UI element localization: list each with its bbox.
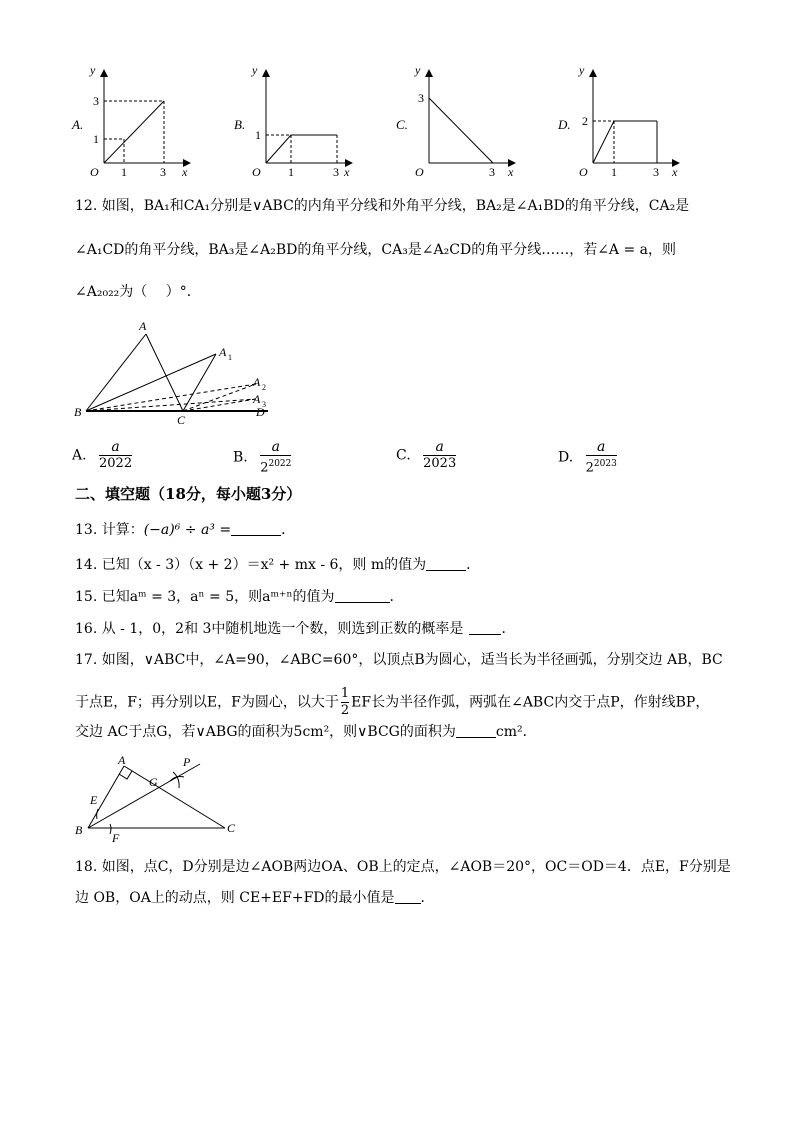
svg-text:3: 3: [653, 165, 659, 179]
svg-text:1: 1: [255, 128, 261, 142]
q18-line2: 边 OB，OA上的动点，则 CE+EF+FD的最小值是 ．: [75, 890, 435, 906]
svg-text:E: E: [90, 793, 98, 807]
q12-option-b[interactable]: B. $\frac{a}{2^{2022}}$: [233, 439, 292, 476]
svg-text:B: B: [75, 823, 83, 837]
q12-line2: ∠A₁CD的角平分线，BA₃是∠A₂BD的角平分线，CA₃是∠A₂CD的角平分线……，若∠A = a，则: [75, 242, 677, 258]
graph-c-line: [429, 98, 493, 163]
q18-line1: 18. 如图，点C，D分别是边∠AOB两边OA、OB上的定点，∠AOB＝20°，OC＝OD＝4．点E，F分别是: [75, 859, 731, 875]
q13-blank[interactable]: [231, 521, 281, 536]
svg-text:2: 2: [262, 383, 266, 392]
svg-text:y: y: [415, 63, 421, 77]
svg-text:3: 3: [160, 165, 166, 179]
q12-option-c[interactable]: C. $\frac{a}{2023}$: [396, 439, 457, 471]
svg-text:C: C: [177, 413, 186, 427]
svg-text:B: B: [74, 405, 82, 419]
q17-blank[interactable]: [456, 723, 496, 738]
svg-text:D: D: [256, 405, 265, 419]
svg-text:3: 3: [333, 165, 339, 179]
q12-figure: [70, 318, 290, 428]
graph-d-line: [593, 121, 657, 163]
svg-text:y: y: [90, 63, 96, 77]
svg-text:A: A: [118, 753, 126, 767]
svg-text:3: 3: [489, 165, 495, 179]
svg-text:y: y: [579, 63, 585, 77]
q11-graphs: [60, 60, 740, 185]
q14: 14. 已知（x - 3）（x + 2）＝x² + mx - 6，则 m的值为 ．: [75, 557, 481, 573]
svg-text:1: 1: [611, 165, 617, 179]
q18-blank[interactable]: [395, 889, 421, 904]
q17-line2: 于点E，F；再分别以E，F为圆心，以大于 $\frac{1}{2}$ EF长为半径作弧，两弧在∠ABC内交于点P，作射线BP，: [75, 686, 710, 718]
graph-a-line: [104, 101, 164, 163]
svg-text:x: x: [508, 165, 514, 179]
svg-text:C: C: [227, 821, 236, 835]
svg-text:1: 1: [93, 132, 99, 146]
svg-text:x: x: [672, 165, 678, 179]
q17-figure: [70, 752, 250, 842]
q12-option-a[interactable]: A. $\frac{a}{2022}$: [72, 439, 133, 471]
svg-text:O: O: [252, 165, 261, 179]
svg-text:y: y: [252, 63, 258, 77]
graph-b: [234, 63, 352, 179]
svg-text:G: G: [149, 775, 158, 789]
svg-text:P: P: [183, 755, 191, 769]
q16-blank[interactable]: [469, 620, 501, 635]
section-heading: 二、填空题（18分，每小题3分）: [75, 485, 302, 503]
svg-text:1: 1: [228, 353, 232, 362]
svg-text:A: A: [139, 319, 147, 333]
svg-text:A: A: [219, 345, 227, 359]
graph-a-option: A.: [72, 117, 84, 132]
svg-text:D.: D.: [558, 117, 571, 132]
q16: 16. 从 - 1，0，2和 3中随机地选一个数，则选到正数的概率是 ．: [75, 621, 516, 637]
svg-text:C.: C.: [396, 117, 408, 132]
q17-line3: 交边 AC于点G，若∨ABG的面积为5cm²，则∨BCG的面积为 cm²．: [75, 724, 537, 740]
svg-text:3: 3: [418, 91, 424, 105]
q12-line1: 12. 如图，BA₁和CA₁分别是∨ABC的内角平分线和外角平分线，BA₂是∠A₁BD的角平分线，CA₂是: [75, 198, 690, 214]
svg-text:A: A: [253, 375, 261, 389]
q15-blank[interactable]: [335, 588, 390, 603]
svg-text:1: 1: [288, 165, 294, 179]
svg-text:A: A: [253, 392, 261, 406]
svg-text:B.: B.: [234, 117, 246, 132]
q13: 13. 计算：(−a)⁶ ÷ a³ = ．: [75, 522, 296, 538]
q12-option-d[interactable]: D. $\frac{a}{2^{2023}}$: [558, 439, 617, 476]
svg-text:F: F: [112, 831, 120, 842]
graph-c: [396, 63, 515, 179]
graph-d: [557, 63, 679, 179]
svg-text:O: O: [579, 165, 588, 179]
svg-text:3: 3: [93, 94, 99, 108]
q12-line3: ∠A₂₀₂₂为（ ）°．: [75, 284, 201, 300]
svg-text:x: x: [182, 165, 188, 179]
svg-text:O: O: [90, 165, 99, 179]
svg-text:3: 3: [262, 400, 266, 409]
svg-text:2: 2: [582, 114, 588, 128]
svg-text:1: 1: [121, 165, 127, 179]
svg-text:O: O: [415, 165, 424, 179]
q15: 15. 已知aᵐ = 3，aⁿ = 5，则aᵐ⁺ⁿ的值为 ．: [75, 589, 404, 605]
svg-text:x: x: [344, 165, 350, 179]
q14-blank[interactable]: [426, 556, 466, 571]
graph-b-line: [266, 135, 337, 163]
q17-line1: 17. 如图，∨ABC中，∠A=90，∠ABC=60°，以顶点B为圆心，适当长为半径画弧，分别交边 AB，BC: [75, 652, 723, 668]
graph-a: [71, 63, 190, 179]
